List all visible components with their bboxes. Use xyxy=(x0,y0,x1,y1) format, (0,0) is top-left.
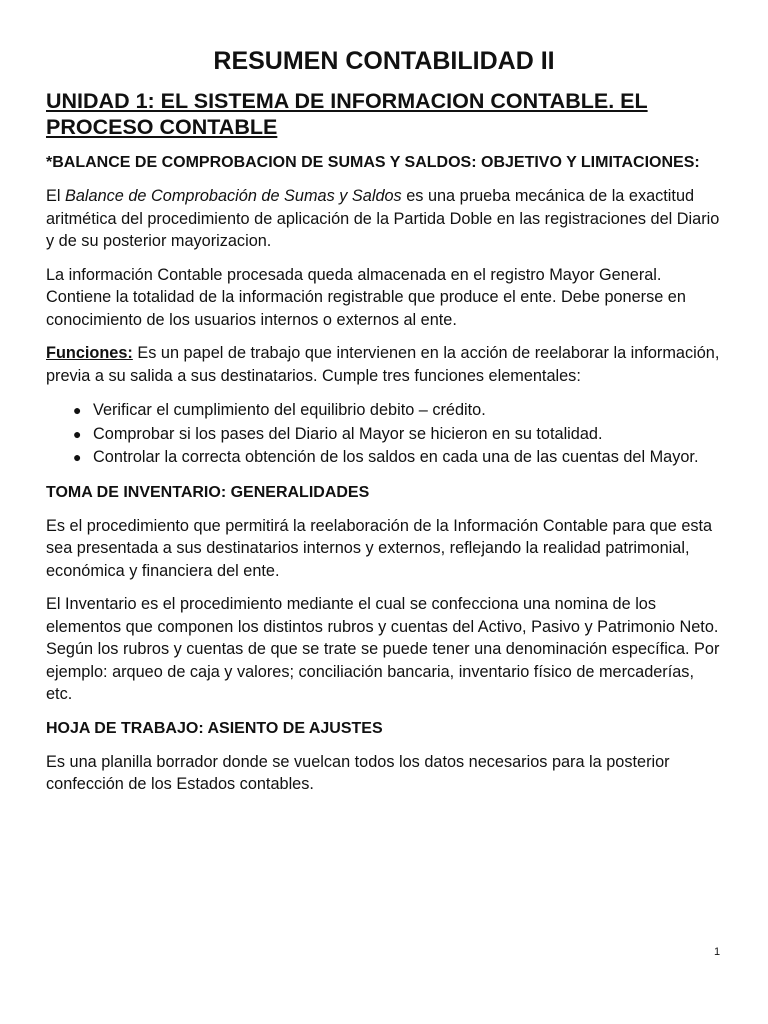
bullet-icon: ● xyxy=(73,449,82,465)
paragraph-balance-definition xyxy=(46,185,722,253)
section-heading-hoja: HOJA DE TRABAJO: ASIENTO DE AJUSTES xyxy=(46,719,383,737)
section-heading-balance: *BALANCE DE COMPROBACION DE SUMAS Y SALDOS: OBJETIVO Y LIMITACIONES: xyxy=(46,154,700,171)
list-item xyxy=(73,446,722,470)
list-item xyxy=(73,423,722,447)
page-number: 1 xyxy=(714,946,721,958)
unit-heading: UNIDAD 1: EL SISTEMA DE INFORMACION CONTABLE. EL PROCESO CONTABLE xyxy=(46,89,648,139)
paragraph-inventario-nomina: El Inventario es el procedimiento mediante el cual se confecciona una nomina de los elementos que componen los distintos rubros y cuentas del Activo, Pasivo y Patrimonio Neto. xyxy=(46,595,719,636)
funciones-text: Es un papel de trabajo que intervienen en la acción de reelaborar la información, previa a su salida a sus destinatarios. Cumple tres funciones elementales: xyxy=(46,344,720,385)
list-item-text: Verificar el cumplimiento del equilibrio debito – crédito. xyxy=(93,401,486,419)
list-item xyxy=(73,399,722,423)
italic-term: Balance de Comprobación de Sumas y Saldos xyxy=(65,187,402,205)
paragraph-inventario-definition: Es el procedimiento que permitirá la reelaboración de la Información Contable para que esta sea presentada a sus destinatarios internos y externos, reflejando la realidad patrimonial, económica y financiera del ente. xyxy=(46,516,713,580)
bullet-icon: ● xyxy=(73,402,82,418)
paragraph-mayor-general: La información Contable procesada queda almacenada en el registro Mayor General. Contiene la totalidad de la información registrable que produce el ente. Debe ponerse en conocimiento de los usuarios internos o externos al ente. xyxy=(46,265,686,329)
list-item-text: Controlar la correcta obtención de los saldos en cada una de las cuentas del Mayor. xyxy=(93,448,699,466)
text-prefix: El xyxy=(46,187,66,205)
funciones-list xyxy=(46,399,722,470)
document-title: RESUMEN CONTABILIDAD II xyxy=(213,47,555,75)
funciones-label: Funciones: xyxy=(46,344,133,362)
document-page xyxy=(46,44,722,796)
text-rest: es una prueba mecánica de la exactitud aritmética del procedimiento de aplicación de la Partida Doble en las registraciones del Diario y de su posterior mayorizacion. xyxy=(46,187,720,250)
paragraph-hoja-definition: Es una planilla borrador donde se vuelcan todos los datos necesarios para la posterior confección de los Estados contables. xyxy=(46,752,670,793)
bullet-icon: ● xyxy=(73,425,82,442)
paragraph-funciones xyxy=(46,342,722,387)
list-item-text: Comprobar si los pases del Diario al Mayor se hicieron en su totalidad. xyxy=(93,424,603,443)
section-heading-inventario: TOMA DE INVENTARIO: GENERALIDADES xyxy=(46,483,370,501)
paragraph-inventario-denominacion: Según los rubros y cuentas de que se trate se puede tener una denominación específica. Por ejemplo: arqueo de caja y valores; conciliación bancaria, inventario físico de mercaderías, etc. xyxy=(46,640,720,703)
